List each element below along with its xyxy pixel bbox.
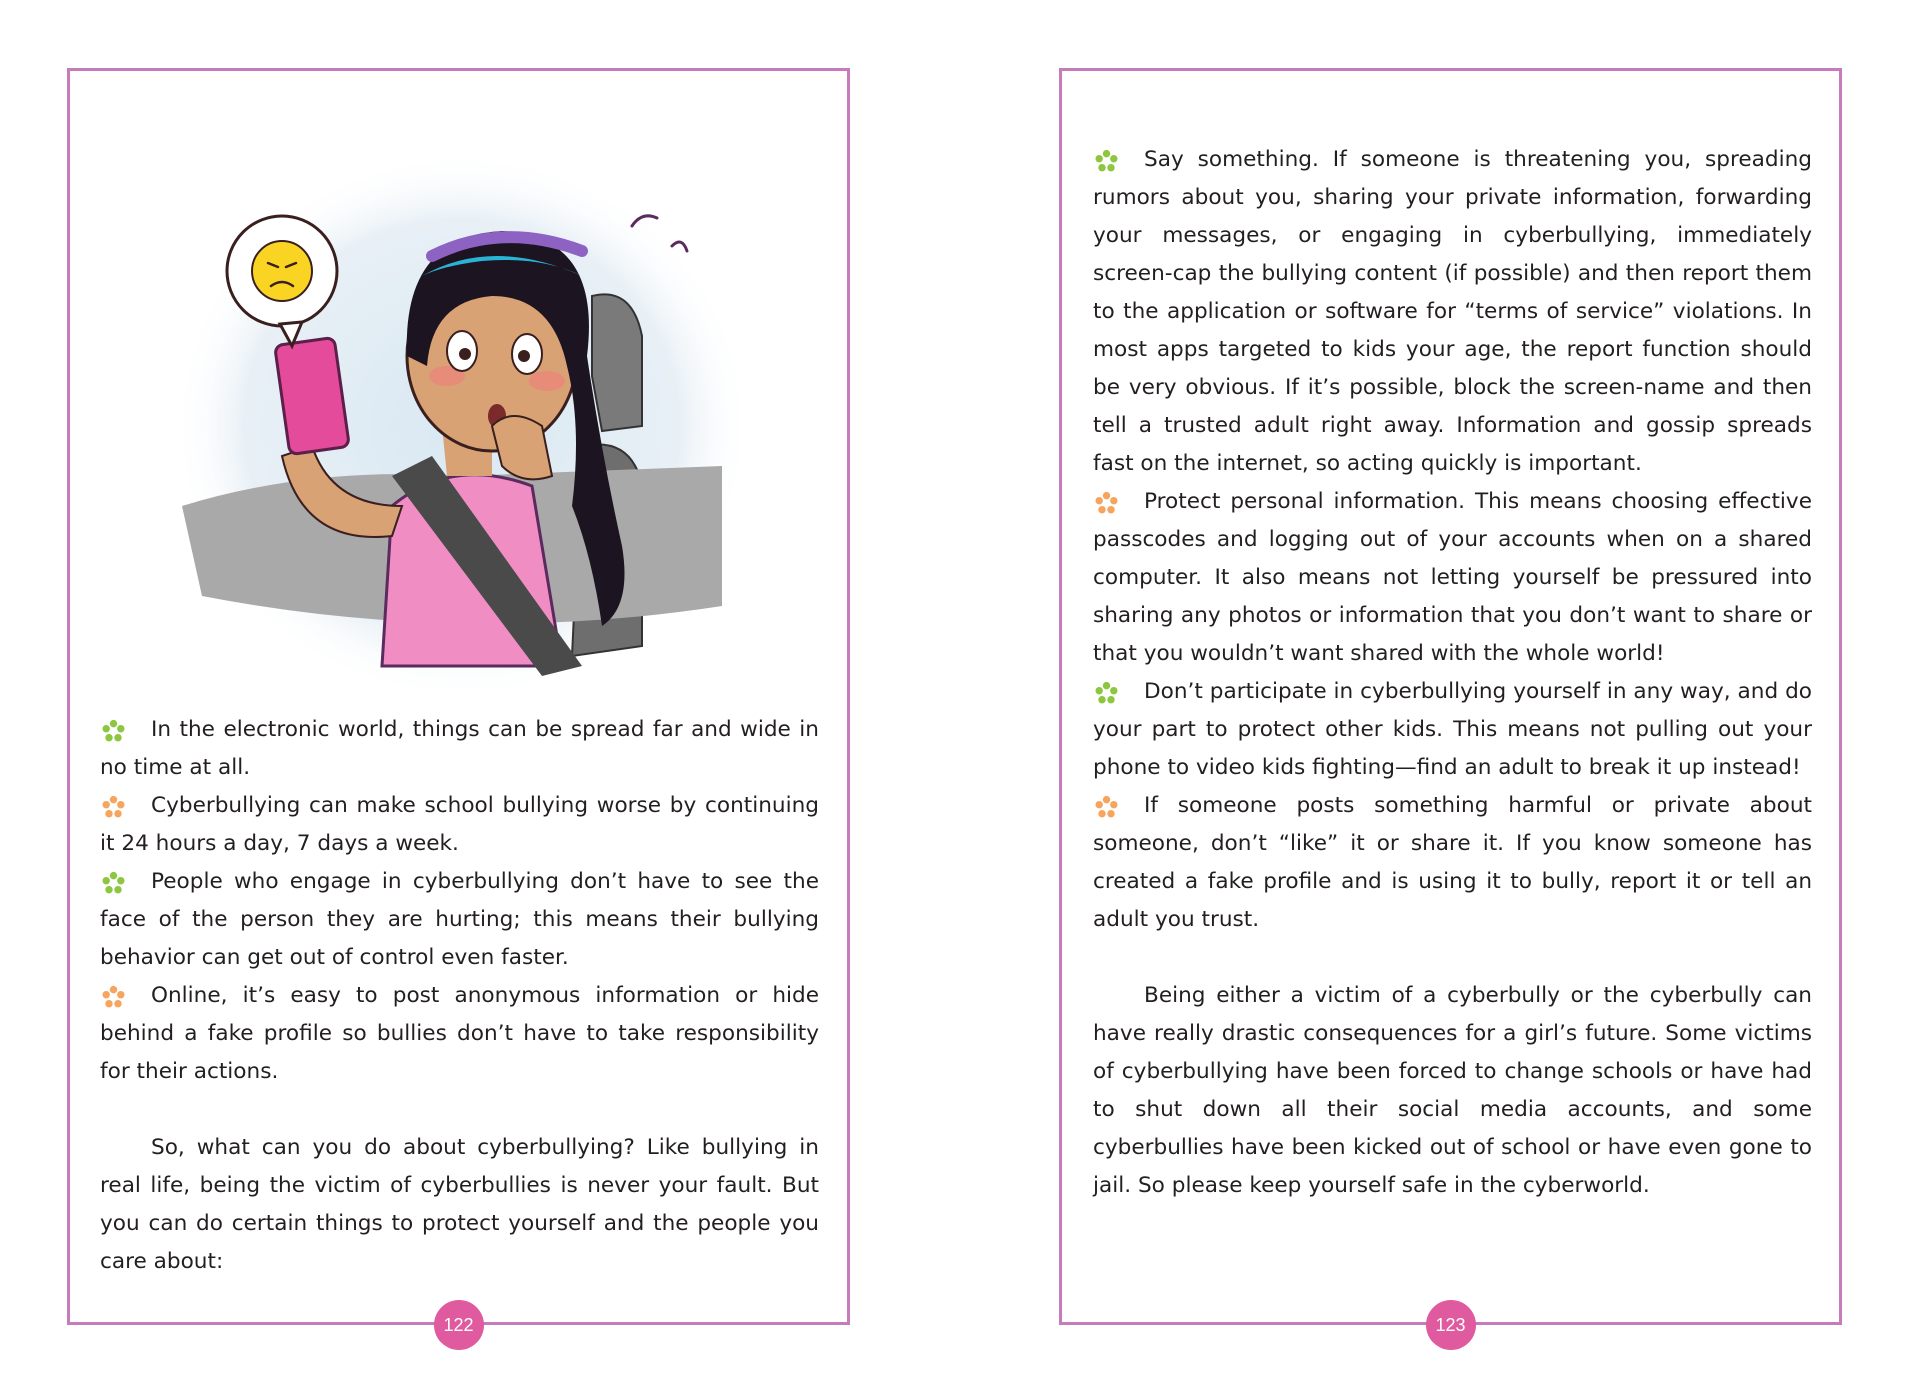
bullet-text: In the electronic world, things can be spread far and wide in no time at all. xyxy=(100,717,819,780)
bullet-text: Say something. If someone is threatening you, spreading rumors about you, sharing your private information, forwarding your messages, or engaging in cyberbullying, immediately screen-cap the bullying content (if possible) and then report them to the application or software for “terms of service” violations. In most apps targeted to kids your age, the report function should be very obvious. If it’s possible, block the screen-name and then tell a trusted adult right away. Information and gossip spreads fast on the internet, so acting quickly is important. xyxy=(1093,147,1812,476)
body-paragraph: Being either a victim of a cyberbully or the cyberbully can have really drastic consequences for a girl’s future. Some victims of cyberbullying have been forced to change schools or have had to shut down all their social media accounts, and some cyberbullies have been kicked out of school or have even gone to jail. So please keep yourself safe in the cyberworld. xyxy=(1093,983,1812,1198)
bullet-item xyxy=(1093,141,1812,483)
bullet-item xyxy=(100,711,819,787)
bullet-text: Online, it’s easy to post anonymous information or hide behind a fake profile so bullies don’t have to take responsibility for their actions. xyxy=(100,983,819,1084)
bullet-text: If someone posts something harmful or private about someone, don’t “like” it or share it. If you know someone has created a fake profile and is using it to bully, report it or tell an adult you trust. xyxy=(1093,793,1812,932)
bullet-text: Don’t participate in cyberbullying yourself in any way, and do your part to protect other kids. This means not pulling out your phone to video kids fighting—find an adult to break it up instead! xyxy=(1093,679,1812,780)
right-body-text xyxy=(1093,141,1812,1205)
bullet-item xyxy=(1093,673,1812,787)
bullet-item xyxy=(100,863,819,977)
orange-flower-icon xyxy=(1093,490,1120,517)
green-flower-icon xyxy=(1093,148,1120,175)
right-page xyxy=(1059,68,1842,1335)
bullet-text: Cyberbullying can make school bullying worse by continuing it 24 hours a day, 7 days a week. xyxy=(100,793,819,856)
bullet-item xyxy=(1093,787,1812,939)
page-number-badge: 123 xyxy=(1426,1300,1476,1350)
bullet-item xyxy=(100,977,819,1091)
green-flower-icon xyxy=(100,870,127,897)
orange-flower-icon xyxy=(100,794,127,821)
page-number-badge: 122 xyxy=(434,1300,484,1350)
bullet-text: People who engage in cyberbullying don’t have to see the face of the person they are hurting; this means their bullying behavior can get out of control even faster. xyxy=(100,869,819,970)
left-page xyxy=(67,68,850,1335)
bullet-text: Protect personal information. This means choosing effective passcodes and logging out of your accounts when on a shared computer. It also means not letting yourself be pressured into sharing any photos or information that you don’t want to share or that you wouldn’t want shared with the whole world! xyxy=(1093,489,1812,666)
left-body-text xyxy=(100,711,819,1281)
bullet-item xyxy=(1093,483,1812,673)
orange-flower-icon xyxy=(1093,794,1120,821)
body-paragraph: So, what can you do about cyberbullying? Like bullying in real life, being the victim of cyberbullies is never your fault. But you can do certain things to protect yourself and the people you care about: xyxy=(100,1135,819,1274)
green-flower-icon xyxy=(100,718,127,745)
bullet-item xyxy=(100,787,819,863)
green-flower-icon xyxy=(1093,680,1120,707)
orange-flower-icon xyxy=(100,984,127,1011)
girl-with-phone-illustration xyxy=(162,126,762,706)
